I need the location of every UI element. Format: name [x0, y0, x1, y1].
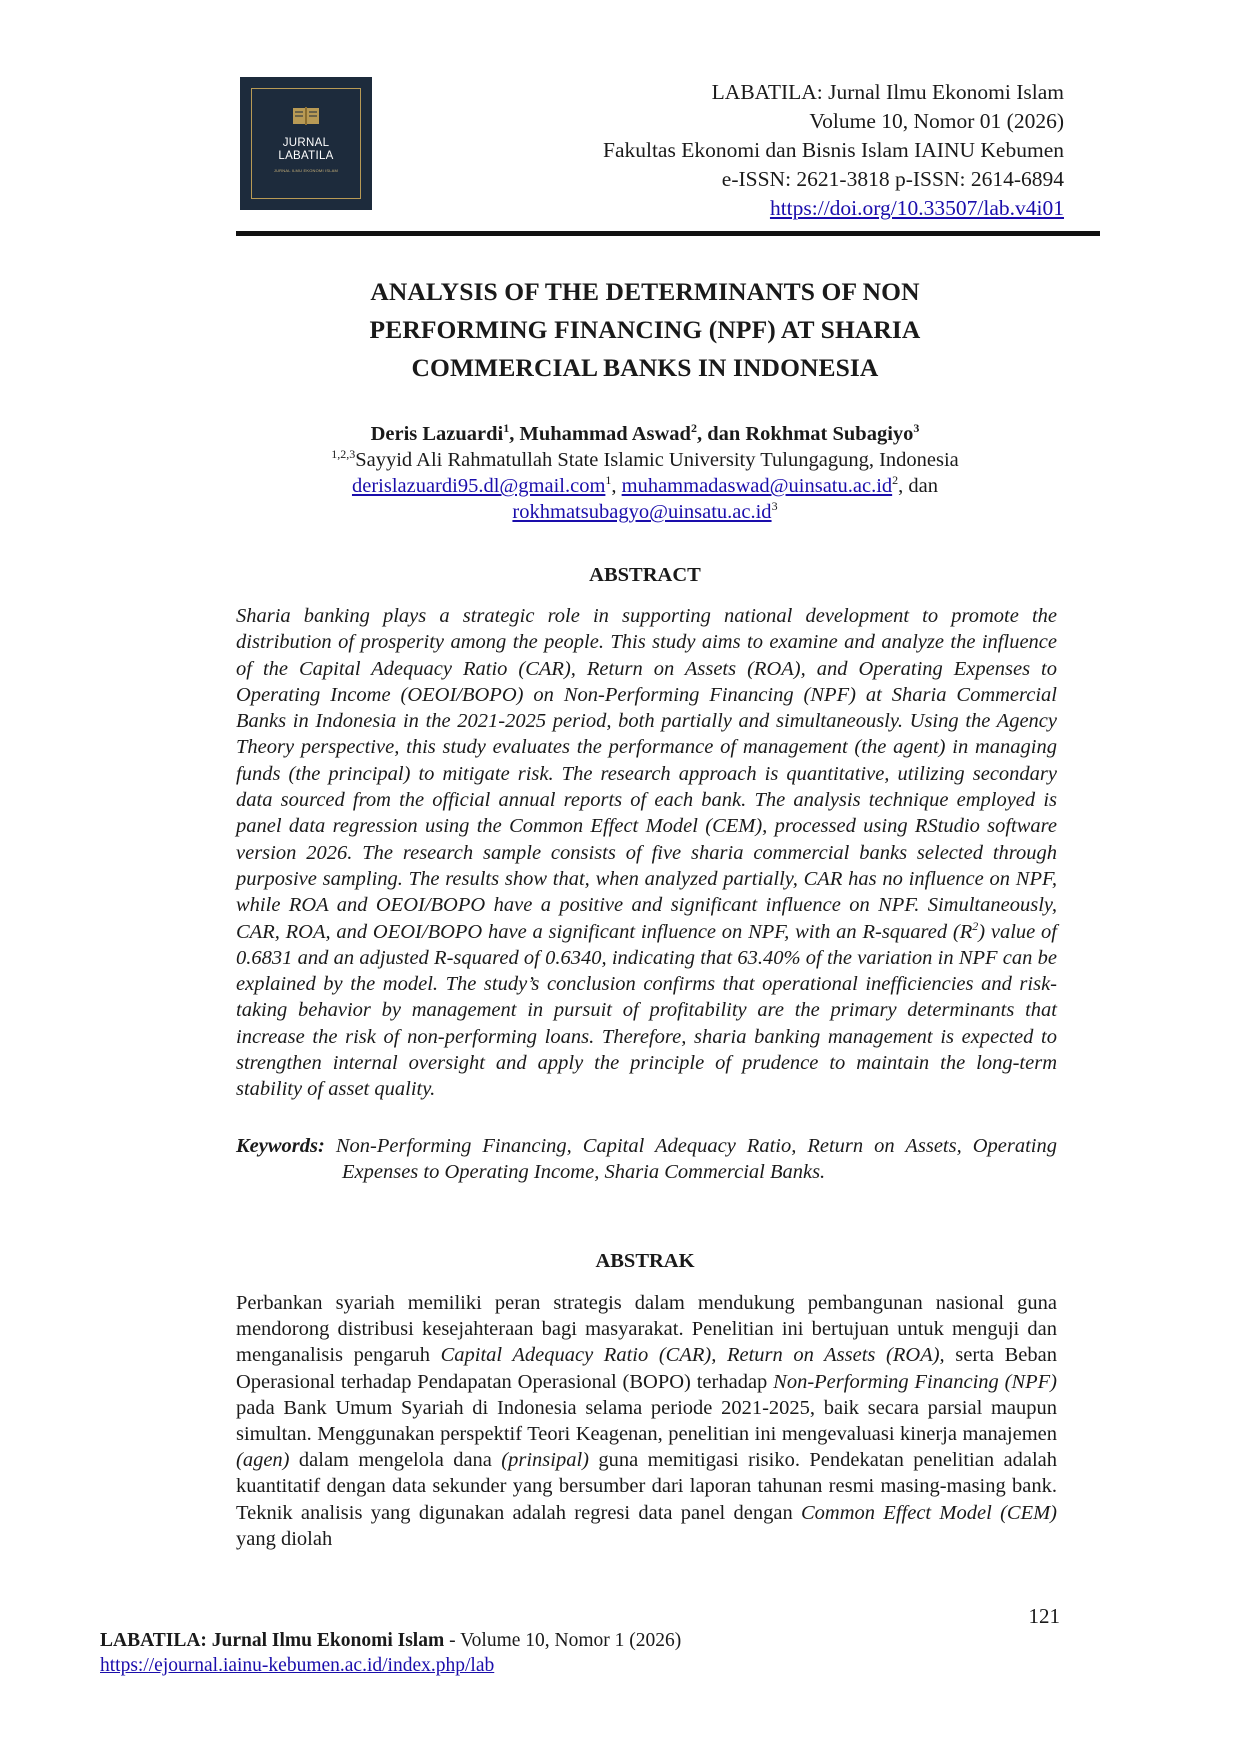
abstrak-heading: ABSTRAK: [595, 1250, 695, 1272]
email-1-link[interactable]: derislazuardi95.dl@gmail.com: [351, 475, 606, 497]
affiliation-text: Sayyid Ali Rahmatullah State Islamic University Tulungagung, Indonesia: [355, 449, 959, 471]
email-3-sup: 3: [771, 499, 778, 514]
page-number: 121: [1028, 1604, 1060, 1628]
logo-text-line3: JURNAL ILMU EKONOMI ISLAM: [273, 168, 339, 173]
author-1-sup: 1: [503, 421, 510, 436]
paper-title: [240, 273, 1050, 387]
title-line3: COMMERCIAL BANKS IN INDONESIA: [411, 353, 879, 382]
abstract-body-1: Sharia banking plays a strategic role in supporting national development to promote the distribution of prosperity among the people. This study aims to examine and analyze the influence of the Capital Adequacy Ratio (CAR), Return on Assets (ROA), and Operating Expenses to Operating Income (OEOI/BOPO) on Non-Performing Financing (NPF) at Sharia Commercial Banks in Indonesia in the 2021-2025 period, both partially and simultaneously. Using the Agency Theory perspective, this study evaluates the performance of management (the agent) in managing funds (the principal) to mitigate risk. The research approach is quantitative, utilizing secondary data sourced from the official annual reports of each bank. The analysis technique employed is panel data regression using the Common Effect Model (CEM), processed using RStudio software version 2026. The research sample consists of five sharia commercial banks selected through purposive sampling. The results show that, when analyzed partially, CAR has no influence on NPF, while ROA and OEOI/BOPO have a positive and significant influence on NPF. Simultaneously, CAR, ROA, and OEOI/BOPO have a significant influence on NPF, with an R-squared (R: [236, 605, 1057, 943]
abstrak-italic-5: Common Effect Model (CEM): [800, 1501, 1057, 1524]
logo-text-line2: LABATILA: [278, 150, 334, 162]
abstrak-part-1: Perbankan syariah memiliki peran strategis dalam mendukung pembangunan nasional guna mendorong distribusi kesejahteraan bagi masyarakat. Penelitian ini bertujuan untuk menguji dan menganalisis pengaruh: [236, 1292, 1057, 1367]
abstrak-part-4: dalam mengelola dana: [289, 1449, 502, 1472]
abstrak-part-6: yang diolah: [236, 1527, 333, 1550]
abstrak-italic-4: (prinsipal): [501, 1449, 589, 1472]
footer-url-link[interactable]: https://ejournal.iainu-kebumen.ac.id/index.php/lab: [100, 1655, 495, 1676]
footer-journal-name: LABATILA: Jurnal Ilmu Ekonomi Islam: [100, 1630, 445, 1651]
abstract-heading: ABSTRACT: [589, 564, 701, 586]
keywords-text: Non-Performing Financing, Capital Adequacy Ratio, Return on Assets, Operating Expenses to Operating Income, Sharia Commercial Banks.: [335, 1135, 1058, 1183]
abstract-text: [236, 603, 1057, 1103]
footer-volume: - Volume 10, Nomor 1 (2026): [444, 1630, 682, 1651]
journal-logo: [240, 77, 372, 210]
author-block: [240, 421, 1050, 525]
journal-header: [424, 78, 1064, 223]
abstrak-part-5: guna memitigasi risiko. Pendekatan penelitian adalah kuantitatif dengan data sekunder yang bersumber dari laporan tahunan resmi masing-masing bank. Teknik analisis yang digunakan adalah regresi data panel dengan: [236, 1449, 1057, 1524]
author-names: Deris Lazuardi$^1$, Muhammad Aswad$^2$, dan Rokhmat Subagiyo$^3$: [370, 421, 920, 445]
author-2-sup: 2: [690, 421, 697, 436]
keywords: [236, 1133, 1057, 1185]
author-3: Rokhmat Subagiyo: [745, 423, 914, 445]
header-issn: e-ISSN: 2621-3818 p-ISSN: 2614-6894: [721, 167, 1064, 191]
header-faculty: Fakultas Ekonomi dan Bisnis Islam IAINU Kebumen: [602, 138, 1064, 162]
abstrak-italic-3: (agen): [236, 1449, 290, 1472]
page-footer: [100, 1628, 800, 1678]
abstract-body-2: ) value of 0.6831 and an adjusted R-squared of 0.6340, indicating that 63.40% of the variation in NPF can be explained by the model. The study’s conclusion confirms that operational inefficiencies and risk-taking behavior by management in pursuit of profitability are the primary determinants that increase the risk of non-performing loans. Therefore, sharia banking management is expected to strengthen internal oversight and apply the principle of prudence to maintain the long-term stability of asset quality.: [236, 920, 1058, 1101]
title-line2: PERFORMING FINANCING (NPF) AT SHARIA: [369, 315, 921, 344]
abstrak-italic-1: Capital Adequacy Ratio (CAR), Return on Assets (ROA),: [440, 1344, 945, 1367]
affiliation: [240, 447, 1050, 473]
email-3-link[interactable]: rokhmatsubagyo@uinsatu.ac.id: [512, 501, 772, 523]
title-line1: ANALYSIS OF THE DETERMINANTS OF NON: [370, 277, 920, 306]
author-1: Deris Lazuardi: [370, 423, 504, 445]
emails-line1: derislazuardi95.dl@gmail.com$^1$, $muhammadaswad@uinsatu.ac.id^2$, dan: [351, 473, 939, 497]
header-journal: LABATILA: Jurnal Ilmu Ekonomi Islam: [711, 80, 1064, 104]
email-conj: , dan: [898, 475, 939, 497]
footer-citation: [100, 1628, 800, 1653]
logo-text-line1: JURNAL: [282, 137, 330, 149]
abstrak-part-3: pada Bank Umum Syariah di Indonesia selama periode 2021-2025, baik secara parsial maupun simultan. Menggunakan perspektif Teori Keagenan, penelitian ini mengevaluasi kinerja manajemen: [236, 1396, 1057, 1446]
affiliation-sup: 1,2,3: [331, 447, 356, 462]
abstrak-text: [236, 1290, 1057, 1552]
author-2: Muhammad Aswad: [519, 423, 691, 445]
abstrak-part-2: serta Beban Operasional terhadap Pendapatan Operasional (BOPO) terhadap: [236, 1344, 1058, 1393]
keywords-label: Keywords:: [236, 1135, 325, 1157]
author-conj: , dan: [696, 423, 746, 445]
email-2-sup: 2: [892, 473, 899, 488]
header-volume: Volume 10, Nomor 01 (2026): [809, 109, 1064, 133]
doi-link[interactable]: https://doi.org/10.33507/lab.v4i01: [769, 196, 1064, 220]
abstrak-italic-2: Non-Performing Financing (NPF): [773, 1370, 1058, 1393]
book-icon: [291, 105, 321, 127]
header-divider: [236, 231, 1100, 236]
author-3-sup: 3: [913, 421, 920, 436]
email-2-link[interactable]: muhammadaswad@uinsatu.ac.id: [621, 475, 893, 497]
abstract-r2-sup: 2: [972, 918, 979, 933]
email-1-sup: 1: [605, 473, 612, 488]
emails-line2: [240, 499, 1050, 525]
